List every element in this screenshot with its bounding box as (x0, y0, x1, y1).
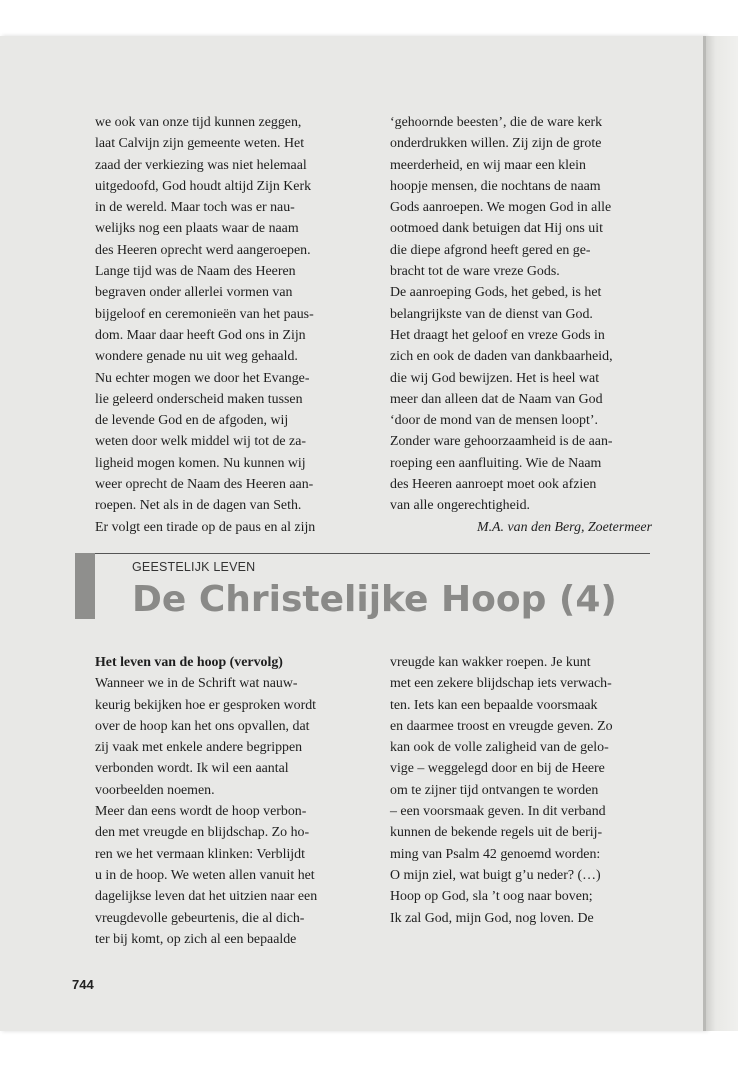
top-right-column (390, 112, 652, 538)
bottom-left-text: Wanneer we in de Schrift wat nauw- keurig bekijken hoe er gesproken wordt over de hoop kan het ons opvallen, dat zij vaak met enkele andere begrippen verbonden wordt. Ik wil een aantal voorbeelden noemen. Meer dan eens wordt de hoop verbon- den met vreugde en blijdschap. Zo ho- ren we het vermaan klinken: Verblijdt u in de hoop. We weten allen vanuit het dagelijkse leven dat het uitzien naar een vreugdevolle gebeurtenis, die al dich- ter bij komt, op zich al een bepaalde (95, 676, 318, 947)
bottom-right-column (390, 652, 652, 929)
bottom-left-column (95, 652, 357, 950)
article-subheading: Het leven van de hoop (vervolg) (95, 655, 283, 670)
top-left-column (95, 112, 357, 538)
bottom-right-text: vreugde kan wakker roepen. Je kunt met een zekere blijdschap iets verwach- ten. Iets kan een bepaalde voorsmaak en daarmee troost en vreugde geven. Zo kan ook de volle zaligheid van de gelo- vige – weggelegd door en bij de Heere om te zijner tijd ontvangen te worden – een voorsmaak geven. In dit verband kunnen de bekende regels uit de berij- ming van Psalm 42 genoemd worden: O mijn ziel, wat buigt g’u neder? (…) Hoop op God, sla ’t oog naar boven; Ik zal God, mijn God, nog loven. De (390, 655, 613, 926)
top-left-text: we ook van onze tijd kunnen zeggen, laat Calvijn zijn gemeente weten. Het zaad der verkiezing was niet helemaal uitgedoofd, God houdt altijd Zijn Kerk in de wereld. Maar toch was er nau- welijks nog een plaats waar de naam des Heeren oprecht werd aangeroepen. Lange tijd was de Naam des Heeren begraven onder allerlei vormen van bijgeloof en ceremonieën van het paus- dom. Maar daar heeft God ons in Zijn wondere genade nu uit weg gehaald. Nu echter mogen we door het Evange- lie geleerd onderscheid maken tussen de levende God en de afgoden, wij weten door welk middel wij tot de za- ligheid mogen komen. Nu kunnen wij weer oprecht de Naam des Heeren aan- roepen. Net als in de dagen van Seth. Er volgt een tirade op de paus en al zijn (95, 115, 316, 535)
top-right-text: ‘gehoornde beesten’, die de ware kerk onderdrukken willen. Zij zijn de grote meerderheid, en wij maar een klein hoopje mensen, die nochtans de naam Gods aanroepen. We mogen God in alle ootmoed dank betuigen dat Hij ons uit die diepe afgrond heeft gered en ge- bracht tot de ware vreze Gods. De aanroeping Gods, het gebed, is het belangrijkste van de dienst van God. Het draagt het geloof en vreze Gods in zich en ook de daden van dankbaarheid, die wij God bewijzen. Het is heel wat meer dan alleen dat de Naam van God ‘door de mond van de mensen loopt’. Zonder ware gehoorzaamheid is de aan- roeping een aanfluiting. Wie de Naam des Heeren aanroept moet ook afzien van alle ongerechtigheid. (390, 115, 613, 514)
section-label: GEESTELIJK LEVEN (132, 560, 256, 574)
page-number: 744 (72, 977, 94, 992)
book-spine (706, 36, 738, 1031)
author-signature: M.A. van den Berg, Zoetermeer (477, 519, 652, 535)
article-title: De Christelijke Hoop (4) (132, 579, 617, 620)
section-header (75, 553, 650, 623)
section-rule (95, 553, 650, 554)
section-bar (75, 553, 95, 619)
